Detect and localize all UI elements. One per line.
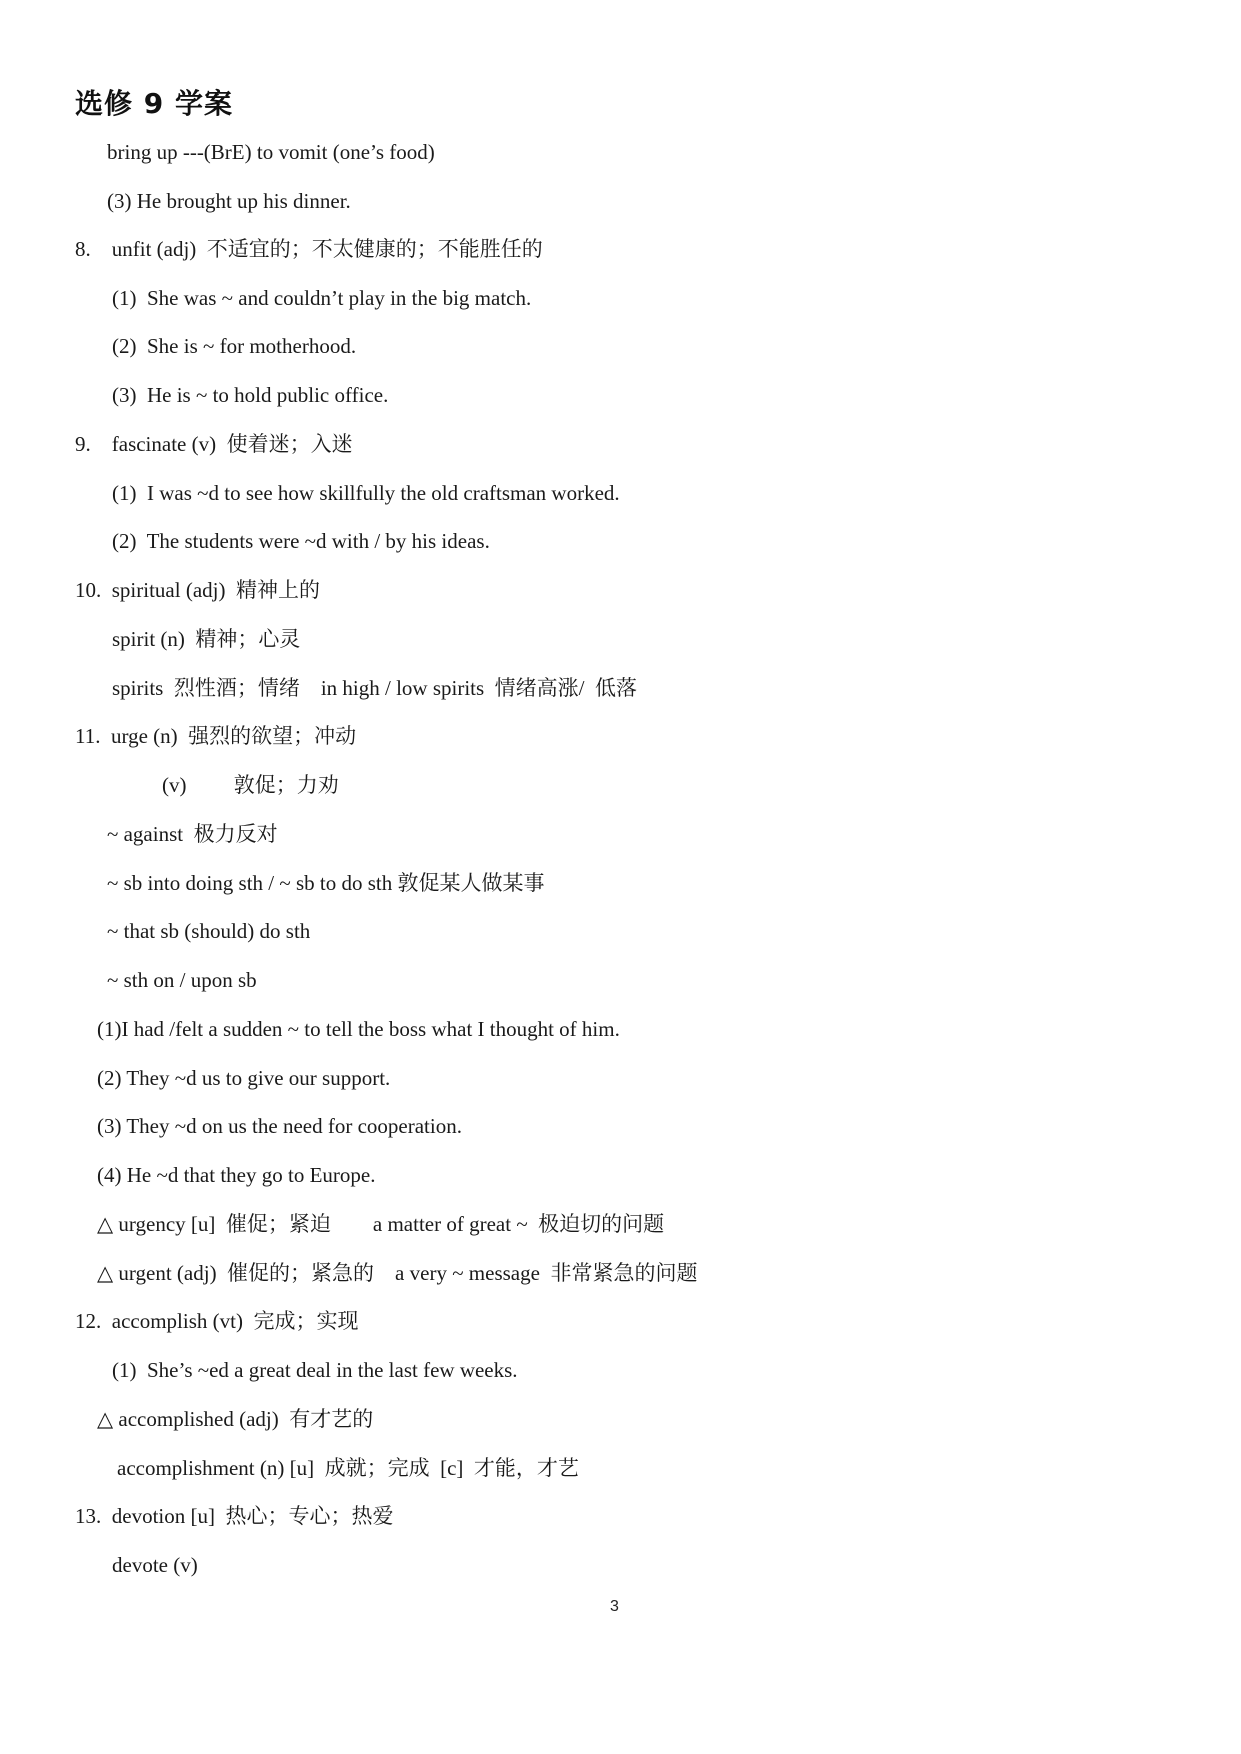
page-title: 选修 9 学案 (75, 87, 233, 120)
text-line: (2) She is ~ for motherhood. (112, 334, 357, 358)
text-line: 11. urge (n) 强烈的欲望；冲动 (75, 724, 357, 748)
text-line: (3) They ~d on us the need for cooperation. (97, 1114, 462, 1138)
page-number: 3 (610, 1598, 619, 1615)
text-line: bring up ---(BrE) to vomit (one’s food) (107, 140, 435, 164)
text-line: ~ sb into doing sth / ~ sb to do sth 敦促某人做某事 (107, 871, 545, 895)
text-line: ~ against 极力反对 (107, 822, 278, 846)
text-line: (v) 敦促；力劝 (162, 773, 339, 797)
text-line: spirit (n) 精神；心灵 (112, 627, 301, 651)
text-line: (1) She’s ~ed a great deal in the last few weeks. (112, 1358, 518, 1382)
text-line: △ accomplished (adj) 有才艺的 (97, 1407, 374, 1431)
text-line: devote (v) (112, 1553, 198, 1577)
text-line: (1)I had /felt a sudden ~ to tell the boss what I thought of him. (97, 1017, 620, 1041)
text-line: (3) He brought up his dinner. (107, 189, 351, 213)
text-line: (3) He is ~ to hold public office. (112, 383, 389, 407)
text-line: (2) They ~d us to give our support. (97, 1066, 391, 1090)
text-line: ~ that sb (should) do sth (107, 919, 311, 943)
text-line: accomplishment (n) [u] 成就；完成 [c] 才能，才艺 (117, 1456, 579, 1480)
text-line: △ urgent (adj) 催促的；紧急的 a very ~ message 非常紧急的问题 (97, 1261, 698, 1285)
text-line: 13. devotion [u] 热心；专心；热爱 (75, 1504, 394, 1528)
text-line: ~ sth on / upon sb (107, 968, 257, 992)
text-line: (2) The students were ~d with / by his ideas. (112, 529, 490, 553)
text-line: spirits 烈性酒；情绪 in high / low spirits 情绪高涨/ 低落 (112, 676, 638, 700)
text-line: (1) She was ~ and couldn’t play in the big match. (112, 286, 532, 310)
text-line: 12. accomplish (vt) 完成；实现 (75, 1309, 359, 1333)
text-line: (4) He ~d that they go to Europe. (97, 1163, 376, 1187)
text-line: 9. fascinate (v) 使着迷；入迷 (75, 432, 353, 456)
text-line: △ urgency [u] 催促；紧迫 a matter of great ~ 极迫切的问题 (97, 1212, 665, 1236)
text-line: 8. unfit (adj) 不适宜的；不太健康的；不能胜任的 (75, 237, 543, 261)
text-line: 10. spiritual (adj) 精神上的 (75, 578, 320, 602)
text-line: (1) I was ~d to see how skillfully the old craftsman worked. (112, 481, 620, 505)
